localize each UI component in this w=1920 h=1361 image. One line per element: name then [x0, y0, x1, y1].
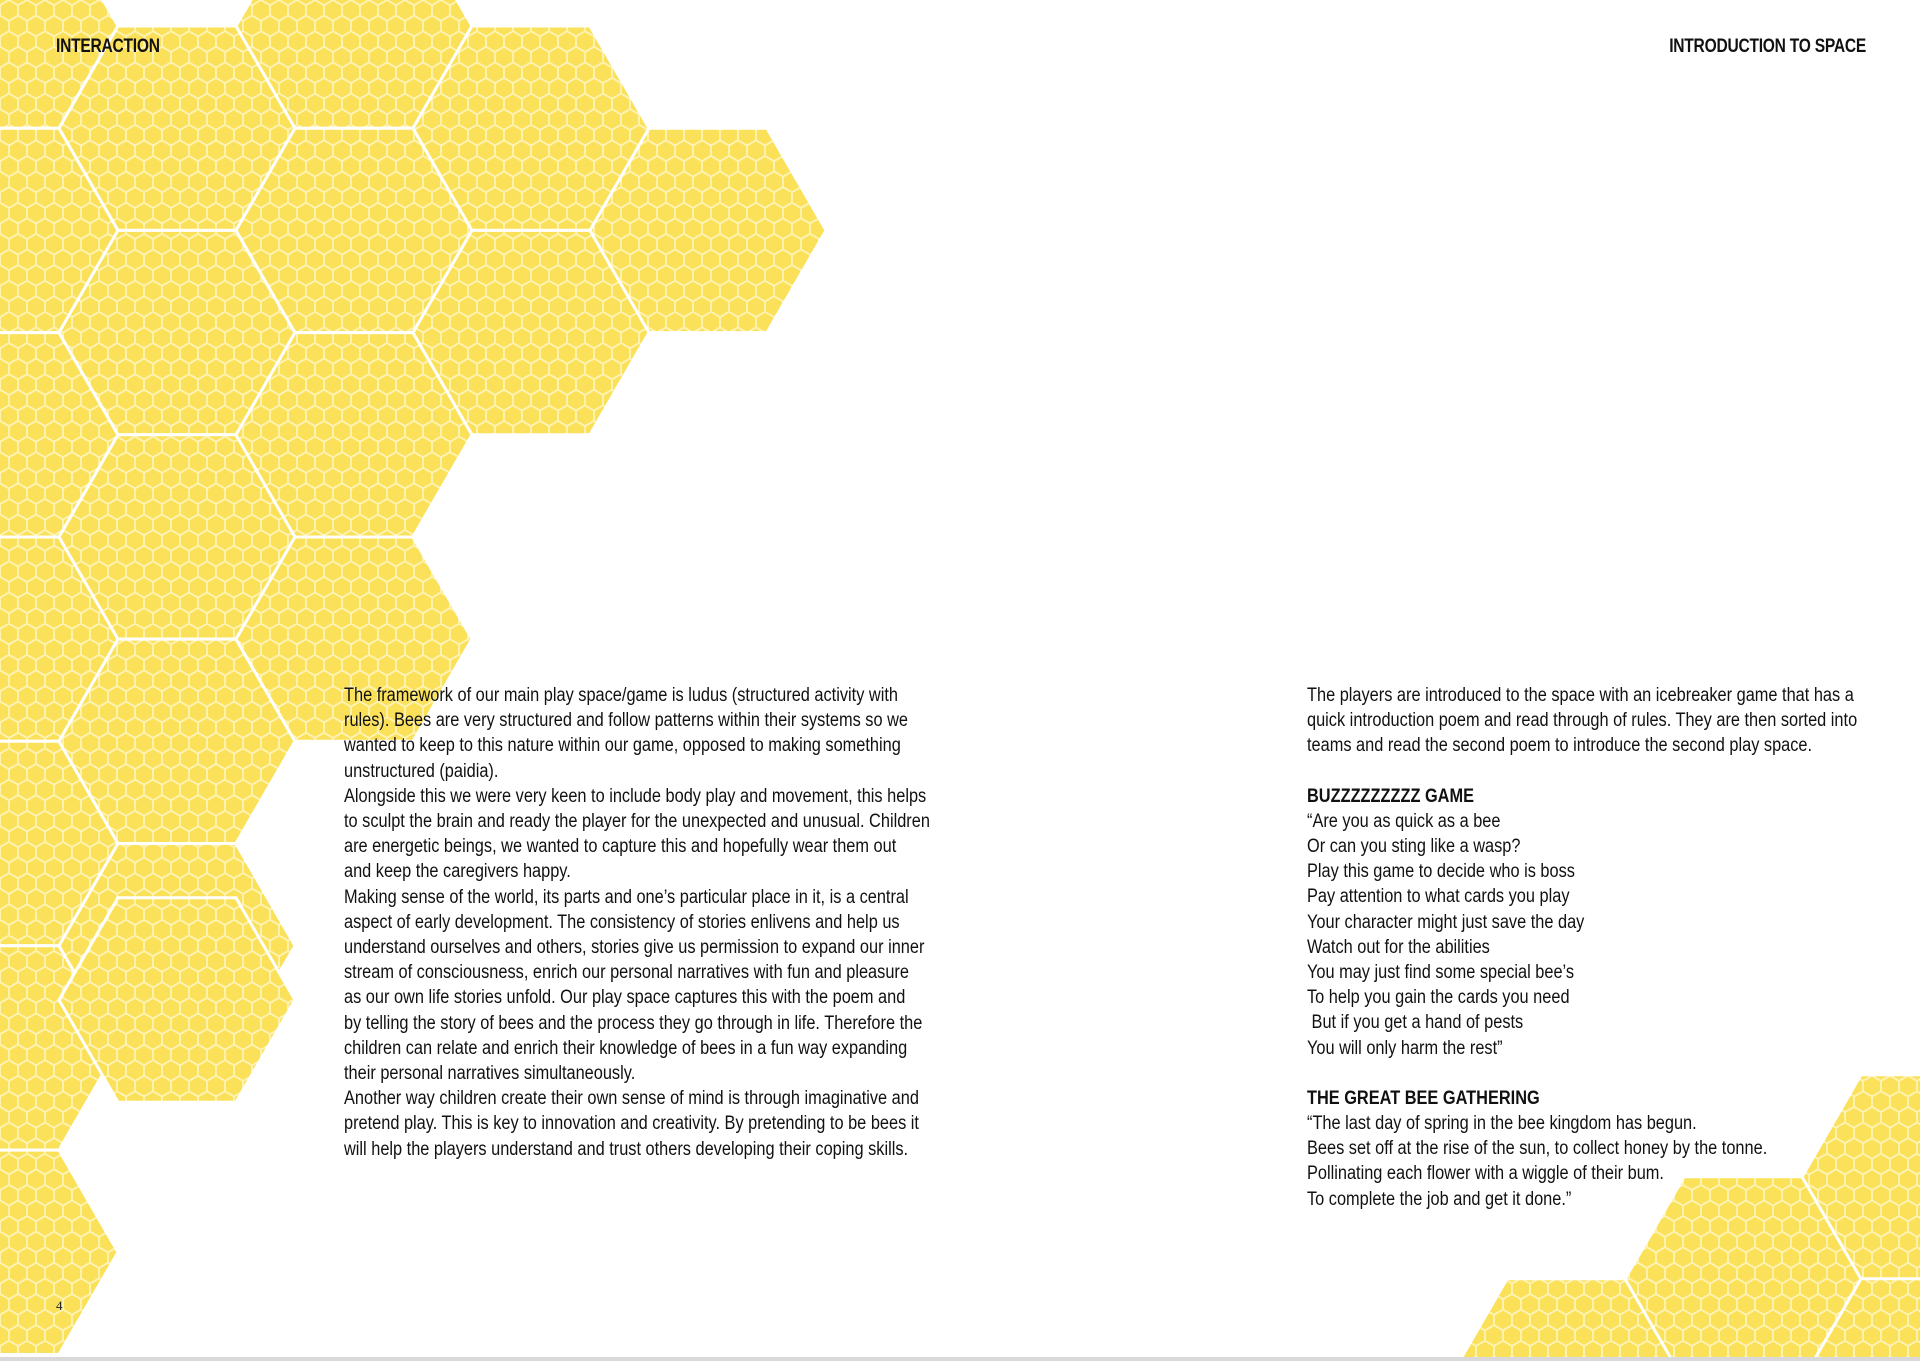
paragraph-line: children can relate and enrich their knowledge of bees in a fun way expanding	[344, 1037, 908, 1059]
paragraph-line: Alongside this we were very keen to include body play and movement, this helps	[344, 785, 927, 807]
section-heading-buzz-game: BUZZZZZZZZZ GAME	[1307, 785, 1475, 807]
poem-line: Or can you sting like a wasp?	[1307, 836, 1521, 858]
poem-line: Pay attention to what cards you play	[1307, 886, 1570, 908]
intro-line: The players are introduced to the space with an icebreaker game that has a	[1307, 685, 1854, 706]
poem-buzz-game	[1307, 809, 1840, 1061]
paragraph-line: will help the players understand and trust others developing their coping skills.	[344, 1138, 909, 1160]
poem-bee-gathering	[1307, 1111, 1840, 1212]
paragraph-line: and keep the caregivers happy.	[344, 861, 571, 883]
section-heading-bee-gathering: THE GREAT BEE GATHERING	[1307, 1087, 1540, 1109]
paragraph-line: are energetic beings, we wanted to capture this and hopefully wear them out	[344, 836, 897, 858]
paragraph-line: by telling the story of bees and the process they go through in life. Therefore the	[344, 1012, 923, 1034]
paragraph-line: rules). Bees are very structured and follow patterns within their systems so we	[344, 710, 908, 732]
body-paragraph	[344, 683, 912, 784]
intro-line: teams and read the second poem to introduce the second play space.	[1307, 735, 1813, 757]
page-number: 4	[56, 1298, 63, 1313]
poem-line: To help you gain the cards you need	[1307, 987, 1570, 1009]
poem-line: “The last day of spring in the bee kingdom has begun.	[1307, 1113, 1697, 1135]
paragraph-line: stream of consciousness, enrich our personal narratives with fun and pleasure	[344, 962, 909, 984]
body-paragraph	[344, 1086, 919, 1162]
page-bottom-edge	[0, 1357, 1920, 1361]
left-body-text	[344, 683, 930, 1162]
paragraph-line: Making sense of the world, its parts and one’s particular place in it, is a central	[344, 886, 909, 908]
body-paragraph	[344, 885, 925, 1087]
poem-line: But if you get a hand of pests	[1307, 1012, 1524, 1034]
poem-line: Bees set off at the rise of the sun, to collect honey by the tonne.	[1307, 1138, 1768, 1160]
intro-line: quick introduction poem and read through of rules. They are then sorted into	[1307, 710, 1858, 732]
paragraph-line: their personal narratives simultaneously.	[344, 1063, 636, 1085]
honeycomb-hexagon	[0, 1150, 118, 1354]
paragraph-line: understand ourselves and others, stories give us permission to expand our inner	[344, 937, 925, 959]
poem-line: You may just find some special bee’s	[1307, 962, 1575, 984]
poem-line: Play this game to decide who is boss	[1307, 861, 1575, 883]
body-paragraph	[344, 784, 930, 885]
poem-line: Pollinating each flower with a wiggle of their bum.	[1307, 1163, 1664, 1185]
paragraph-line: The framework of our main play space/game is ludus (structured activity with	[344, 685, 898, 706]
poem-line: You will only harm the rest”	[1307, 1037, 1503, 1059]
poem-line: “Are you as quick as a bee	[1307, 810, 1501, 832]
paragraph-line: pretend play. This is key to innovation and creativity. By pretending to be bees it	[344, 1113, 919, 1135]
paragraph-line: as our own life stories unfold. Our play space captures this with the poem and	[344, 987, 906, 1009]
poem-line: Watch out for the abilities	[1307, 936, 1490, 958]
right-body-text	[1307, 683, 1858, 1212]
running-head-left: INTERACTION	[56, 36, 160, 57]
paragraph-line: aspect of early development. The consistency of stories enlivens and help us	[344, 911, 900, 933]
paragraph-line: to sculpt the brain and ready the player for the unexpected and unusual. Children	[344, 811, 930, 833]
paragraph-line: wanted to keep to this nature within our game, opposed to making something	[344, 735, 901, 757]
poem-line: Your character might just save the day	[1307, 911, 1585, 933]
poem-line: To complete the job and get it done.”	[1307, 1188, 1572, 1210]
paragraph-line: unstructured (paidia).	[344, 760, 499, 782]
intro-paragraph	[1307, 683, 1858, 759]
paragraph-line: Another way children create their own sense of mind is through imaginative and	[344, 1088, 919, 1110]
running-head-right: INTRODUCTION TO SPACE	[1669, 36, 1866, 57]
